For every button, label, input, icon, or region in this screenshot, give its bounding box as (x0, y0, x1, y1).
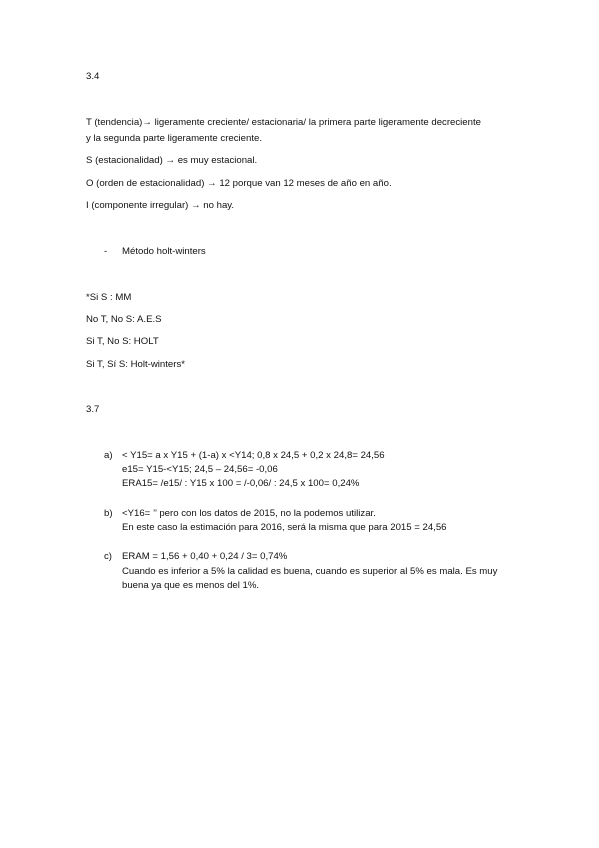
rule-line: No T, No S: A.E.S (86, 314, 162, 325)
rule-line: *Si S : MM (86, 292, 132, 303)
rule-line: Si T, Sí S: Holt-winters* (86, 359, 185, 370)
paragraph-line: y la segunda parte ligeramente creciente. (86, 133, 262, 144)
list-item-line: buena ya que es menos del 1%. (122, 580, 260, 591)
list-marker-a: a) (104, 450, 113, 461)
bullet-marker: - (104, 246, 108, 257)
paragraph-line: S (estacionalidad) → es muy estacional. (86, 155, 258, 166)
list-item-line: Cuando es inferior a 5% la calidad es buena, cuando es superior al 5% es mala. Es muy (122, 566, 498, 577)
list-item-line: En este caso la estimación para 2016, será la misma que para 2015 = 24,56 (122, 522, 447, 533)
bullet-text: Método holt-winters (122, 246, 206, 257)
paragraph-line: T (tendencia)→ ligeramente creciente/ estacionaria/ la primera parte ligeramente decreciente (86, 117, 481, 128)
list-item-line: ERA15= /e15/ : Y15 x 100 = /-0,06/ : 24,5 x 100= 0,24% (122, 478, 360, 489)
paragraph-line: O (orden de estacionalidad) → 12 porque van 12 meses de año en año. (86, 178, 392, 189)
section-heading-3-4: 3.4 (86, 71, 100, 82)
list-marker-c: c) (104, 551, 112, 562)
list-item-line: < Y15= a x Y15 + (1-a) x <Y14; 0,8 x 24,5 + 0,2 x 24,8= 24,56 (122, 450, 385, 461)
rule-line: Si T, No S: HOLT (86, 336, 159, 347)
list-item-line: ERAM = 1,56 + 0,40 + 0,24 / 3= 0,74% (122, 551, 288, 562)
list-marker-b: b) (104, 508, 113, 519)
section-heading-3-7: 3.7 (86, 404, 100, 415)
list-item-line: <Y16= ’’ pero con los datos de 2015, no la podemos utilizar. (122, 508, 376, 519)
list-item-line: e15= Y15-<Y15; 24,5 – 24,56= -0,06 (122, 464, 278, 475)
paragraph-line: I (componente irregular) → no hay. (86, 200, 235, 211)
